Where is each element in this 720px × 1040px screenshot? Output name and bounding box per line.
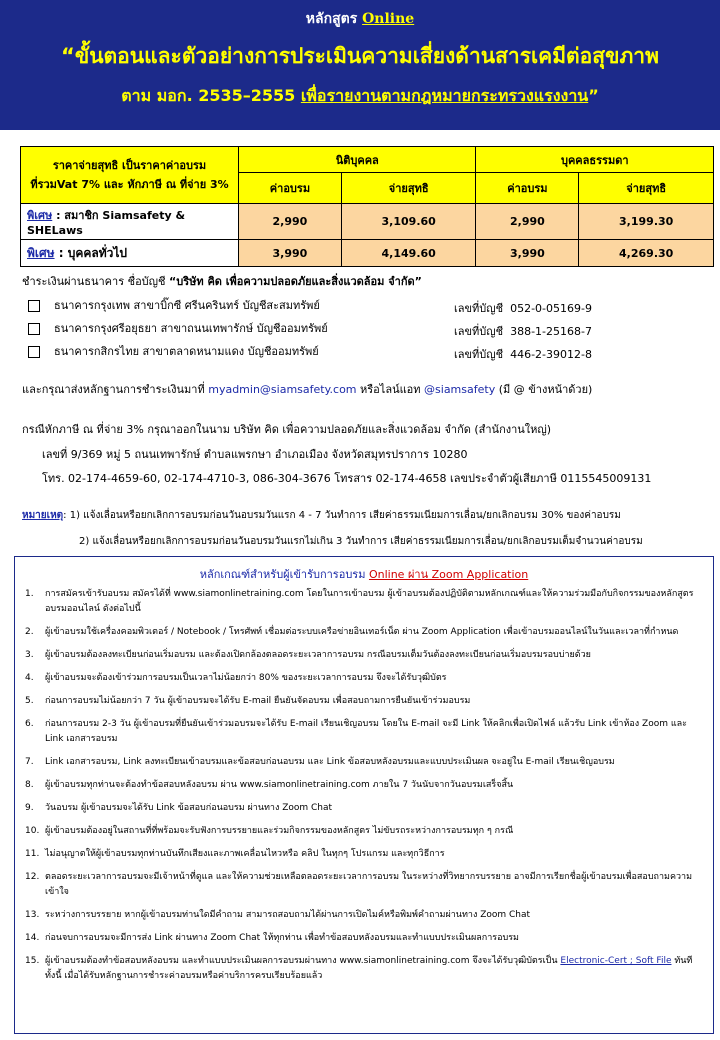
bank-account bbox=[454, 322, 592, 340]
table-row bbox=[21, 240, 714, 267]
col-fee-2: ค่าอบรม bbox=[476, 173, 579, 204]
criteria-title-highlight: Online ผ่าน Zoom Application bbox=[368, 568, 529, 581]
row-label bbox=[21, 240, 239, 267]
account-number: 052-0-05169-9 bbox=[510, 302, 592, 315]
evidence-mid: หรือไลน์แอท bbox=[356, 383, 425, 396]
course-header bbox=[0, 0, 720, 130]
row-label bbox=[21, 204, 239, 240]
price-cell: 3,109.60 bbox=[341, 204, 476, 240]
item-text: ผู้เข้าอบรมต้องทำข้อสอบหลังอบรม และทำแบบประเมินผลการอบรมผ่านทาง www.siamonlinetraining.com จึงจะได้รับวุฒิบัตรเป็น bbox=[45, 956, 561, 966]
item-text: ผู้เข้าอบรมจะต้องเข้าร่วมการอบรมเป็นเวลาไม่น้อยกว่า 80% ของระยะเวลาการอบรม จึงจะได้รับวุฒิบัตร bbox=[45, 673, 447, 683]
note-1-text: : 1) แจ้งเลื่อนหรือยกเลิกการอบรมก่อนวันอบรมวันแรก 4 - 7 วันทำการ เสียค่าธรรมเนียมการเลื่อน/ยกเลิกอบรม 30% ของค่าอบรม bbox=[63, 510, 621, 521]
row-label-text: : สมาชิก Siamsafety & SHELaws bbox=[27, 209, 186, 237]
item-number: 6. bbox=[25, 719, 34, 729]
list-item bbox=[15, 931, 713, 946]
item-text: ไม่อนุญาตให้ผู้เข้าอบรมทุกท่านบันทึกเสียงและภาพเคลื่อนไหวหรือ คลิป ในทุกๆ โปรแกรม และทุกวิธีการ bbox=[45, 849, 445, 859]
payment-intro-prefix: ชำระเงินผ่านธนาคาร ชื่อบัญชี bbox=[22, 275, 169, 288]
item-text: ก่อนจบการอบรมจะมีการส่ง Link ผ่านทาง Zoom Chat ให้ทุกท่าน เพื่อทำข้อสอบหลังอบรมและทำแบบประเมินผลการอบรม bbox=[45, 933, 519, 943]
item-number: 4. bbox=[25, 673, 34, 683]
price-table-corner bbox=[21, 147, 239, 204]
bank-name: ธนาคารกรุงศรีอยุธยา สาขาถนนเทพารักษ์ บัญชีออมทรัพย์ bbox=[54, 322, 328, 335]
course-label bbox=[0, 8, 720, 30]
account-label: เลขที่บัญชี bbox=[454, 302, 504, 315]
item-number: 14. bbox=[25, 933, 40, 943]
list-item bbox=[15, 648, 713, 663]
note-1 bbox=[22, 508, 621, 523]
bank-account bbox=[454, 345, 592, 363]
list-item bbox=[15, 954, 713, 984]
item-text: ตลอดระยะเวลาการอบรมจะมีเจ้าหน้าที่ดูแล และให้ความช่วยเหลือตลอดระยะเวลาการอบรม ในระหว่างที่วิทยากรบรรยาย อาจมีการเรียกชื่อผู้เข้าอบรมเพื่อสอบถามความเข้าใจ bbox=[45, 872, 693, 897]
tax-line: กรณีหักภาษี ณ ที่จ่าย 3% กรุณาออกในนาม บริษัท คิด เพื่อความปลอดภัยและสิ่งแวดล้อม จำกัด (สำนักงานใหญ่) bbox=[22, 423, 552, 436]
bank-name: ธนาคารกรุงเทพ สาขาบิ๊กซี ศรีนครินทร์ บัญชีสะสมทรัพย์ bbox=[54, 299, 320, 312]
bank-item bbox=[28, 319, 328, 337]
ecert-link[interactable]: Electronic-Cert ; Soft File bbox=[560, 956, 672, 966]
checkbox-icon bbox=[28, 300, 40, 312]
item-text: Link เอกสารอบรม, Link ลงทะเบียนเข้าอบรมและข้อสอบก่อนอบรม และ Link ข้อสอบหลังอบรมและแบบประเมินผล จะอยู่ใน E-mail เรียนเชิญอบรม bbox=[45, 757, 615, 767]
account-label: เลขที่บัญชี bbox=[454, 348, 504, 361]
special-label: พิเศษ bbox=[27, 245, 55, 260]
item-number: 5. bbox=[25, 696, 34, 706]
bank-item bbox=[28, 342, 319, 360]
subtitle-prefix: ตาม มอก. 2535–2555 bbox=[121, 86, 301, 105]
course-online-label: Online bbox=[362, 11, 415, 27]
list-item bbox=[15, 824, 713, 839]
group-individual: บุคคลธรรมดา bbox=[476, 147, 714, 173]
bank-item bbox=[28, 296, 320, 314]
criteria-list bbox=[15, 587, 713, 992]
checkbox-icon bbox=[28, 323, 40, 335]
item-number: 11. bbox=[25, 849, 40, 859]
account-number: 388-1-25168-7 bbox=[510, 325, 592, 338]
criteria-title-prefix: หลักเกณฑ์สำหรับผู้เข้ารับการอบรม bbox=[199, 568, 369, 581]
group-juristic: นิติบุคคล bbox=[239, 147, 476, 173]
checkbox-icon bbox=[28, 346, 40, 358]
item-number: 1. bbox=[25, 589, 34, 599]
corner-line-1: ราคาจ่ายสุทธิ เป็นราคาค่าอบรม bbox=[52, 159, 207, 172]
course-title: “ขั้นตอนและตัวอย่างการประเมินความเสี่ยงด้านสารเคมีต่อสุขภาพ bbox=[61, 44, 659, 68]
course-prefix: หลักสูตร bbox=[305, 11, 363, 27]
subtitle-suffix: ” bbox=[588, 86, 599, 105]
course-subtitle bbox=[0, 84, 720, 109]
price-cell: 3,990 bbox=[476, 240, 579, 267]
bank-name: ธนาคารกสิกรไทย สาขาตลาดหนามแดง บัญชีออมทรัพย์ bbox=[54, 345, 319, 358]
list-item bbox=[15, 908, 713, 923]
special-label: พิเศษ bbox=[27, 209, 53, 222]
list-item bbox=[15, 671, 713, 686]
item-text: ก่อนการอบรม 2-3 วัน ผู้เข้าอบรมที่ยืนยันเข้าร่วมอบรมจะได้รับ E-mail เรียนเชิญอบรม โดยใน E-mail จะมี Link ให้คลิกเพื่อเปิดไฟล์ แล้วรับ Link เข้าห้อง Zoom และ Link เอกสารอบรม bbox=[45, 719, 687, 744]
item-number: 3. bbox=[25, 650, 34, 660]
item-text: ผู้เข้าอบรมต้องอยู่ในสถานที่ที่พร้อมจะรับฟังการบรรยายและร่วมกิจกรรมของหลักสูตร ไม่ขับรถระหว่างการอบรมทุก ๆ กรณี bbox=[45, 826, 514, 836]
tax-address: เลขที่ 9/369 หมู่ 5 ถนนเทพารักษ์ ตำบลแพรกษา อำเภอเมือง จังหวัดสมุทรปราการ 10280 bbox=[42, 448, 468, 461]
list-item bbox=[15, 694, 713, 709]
account-label: เลขที่บัญชี bbox=[454, 325, 504, 338]
price-table bbox=[20, 146, 714, 267]
payment-intro bbox=[22, 272, 422, 290]
price-cell: 4,269.30 bbox=[579, 240, 714, 267]
account-number: 446-2-39012-8 bbox=[510, 348, 592, 361]
item-number: 10. bbox=[25, 826, 40, 836]
list-item bbox=[15, 625, 713, 640]
evidence-line-id[interactable]: @siamsafety bbox=[424, 383, 496, 396]
item-text: การสมัครเข้ารับอบรม สมัครได้ที่ www.siamonlinetraining.com โดยในการเข้าอบรม ผู้เข้าอบรมต้องปฏิบัติตามหลักเกณฑ์และให้ความร่วมมือกับกิจกรรมของหลักสูตรอบรมออนไลน์ ดังต่อไปนี้ bbox=[45, 589, 694, 614]
price-cell: 4,149.60 bbox=[341, 240, 476, 267]
note-label: หมายเหตุ bbox=[22, 510, 64, 521]
price-cell: 3,199.30 bbox=[579, 204, 714, 240]
subtitle-underlined: เพื่อรายงานตามกฎหมายกระทรวงแรงงาน bbox=[300, 86, 589, 105]
item-text: ระหว่างการบรรยาย หากผู้เข้าอบรมท่านใดมีคำถาม สามารถสอบถามได้ผ่านการเปิดไมค์หรือพิมพ์คำถามผ่านทาง Zoom Chat bbox=[45, 910, 531, 920]
item-text: วันอบรม ผู้เข้าอบรมจะได้รับ Link ข้อสอบก่อนอบรม ผ่านทาง Zoom Chat bbox=[45, 803, 333, 813]
item-text-suffix: ทันที ทั้งนี้ เมื่อได้รับหลักฐานการชำระค่าอบรมหรือค่าบริการครบเรียบร้อยแล้ว bbox=[45, 956, 693, 981]
item-text: ผู้เข้าอบรมต้องลงทะเบียนก่อนเริ่มอบรม และต้องเปิดกล้องตลอดระยะเวลาการอบรม กรณีอบรมเต็มวันต้องลงทะเบียนก่อนเริ่มอบรมรอบบ่ายด้วย bbox=[45, 650, 591, 660]
list-item bbox=[15, 587, 713, 617]
row-label-text: : บุคคลทั่วไป bbox=[54, 245, 128, 260]
list-item bbox=[15, 778, 713, 793]
bank-account bbox=[454, 299, 592, 317]
col-fee-1: ค่าอบรม bbox=[239, 173, 342, 204]
list-item bbox=[15, 755, 713, 770]
item-number: 7. bbox=[25, 757, 34, 767]
tax-phone: โทร. 02-174-4659-60, 02-174-4710-3, 086-304-3676 โทรสาร 02-174-4658 เลขประจำตัวผู้เสียภาษี 0115545009131 bbox=[42, 472, 652, 485]
item-number: 2. bbox=[25, 627, 34, 637]
price-cell: 2,990 bbox=[239, 204, 342, 240]
item-text: ผู้เข้าอบรมใช้เครื่องคอมพิวเตอร์ / Notebook / โทรศัพท์ เชื่อมต่อระบบเครือข่ายอินเทอร์เน็ต ผ่าน Zoom Application เพื่อเข้าอบรมออนไลน์ในวันและเวลาที่กำหนด bbox=[45, 627, 679, 637]
payment-account-name: “บริษัท คิด เพื่อความปลอดภัยและสิ่งแวดล้อม จำกัด” bbox=[169, 275, 422, 288]
col-net-1: จ่ายสุทธิ bbox=[341, 173, 476, 204]
item-number: 13. bbox=[25, 910, 40, 920]
evidence-prefix: และกรุณาส่งหลักฐานการชำระเงินมาที่ bbox=[22, 383, 209, 396]
item-number: 15. bbox=[25, 956, 40, 966]
evidence-line bbox=[22, 380, 592, 398]
evidence-email-link[interactable]: myadmin@siamsafety.com bbox=[208, 383, 357, 396]
list-item bbox=[15, 717, 713, 747]
item-number: 9. bbox=[25, 803, 34, 813]
item-number: 12. bbox=[25, 872, 40, 882]
criteria-title bbox=[15, 565, 713, 583]
note-2: 2) แจ้งเลื่อนหรือยกเลิกการอบรมก่อนวันอบรมวันแรกไม่เกิน 3 วันทำการ เสียค่าธรรมเนียมการเลื่อน/ยกเลิกอบรมเต็มจำนวนค่าอบรม bbox=[79, 536, 643, 547]
col-net-2: จ่ายสุทธิ bbox=[579, 173, 714, 204]
item-number: 8. bbox=[25, 780, 34, 790]
price-cell: 2,990 bbox=[476, 204, 579, 240]
list-item bbox=[15, 847, 713, 862]
item-text: ผู้เข้าอบรมทุกท่านจะต้องทำข้อสอบหลังอบรม ผ่าน www.siamonlinetraining.com ภายใน 7 วันนับจากวันอบรมเสร็จสิ้น bbox=[45, 780, 514, 790]
item-text: ก่อนการอบรมไม่น้อยกว่า 7 วัน ผู้เข้าอบรมจะได้รับ E-mail ยืนยันจัดอบรม เพื่อสอบถามการยืนยันเข้าร่วมอบรม bbox=[45, 696, 471, 706]
table-row bbox=[21, 204, 714, 240]
list-item bbox=[15, 870, 713, 900]
list-item bbox=[15, 801, 713, 816]
criteria-box bbox=[14, 556, 714, 1034]
corner-line-2: ที่รวมVat 7% และ หักภาษี ณ ที่จ่าย 3% bbox=[30, 178, 229, 191]
price-cell: 3,990 bbox=[239, 240, 342, 267]
evidence-suffix: (มี @ ข้างหน้าด้วย) bbox=[495, 383, 593, 396]
